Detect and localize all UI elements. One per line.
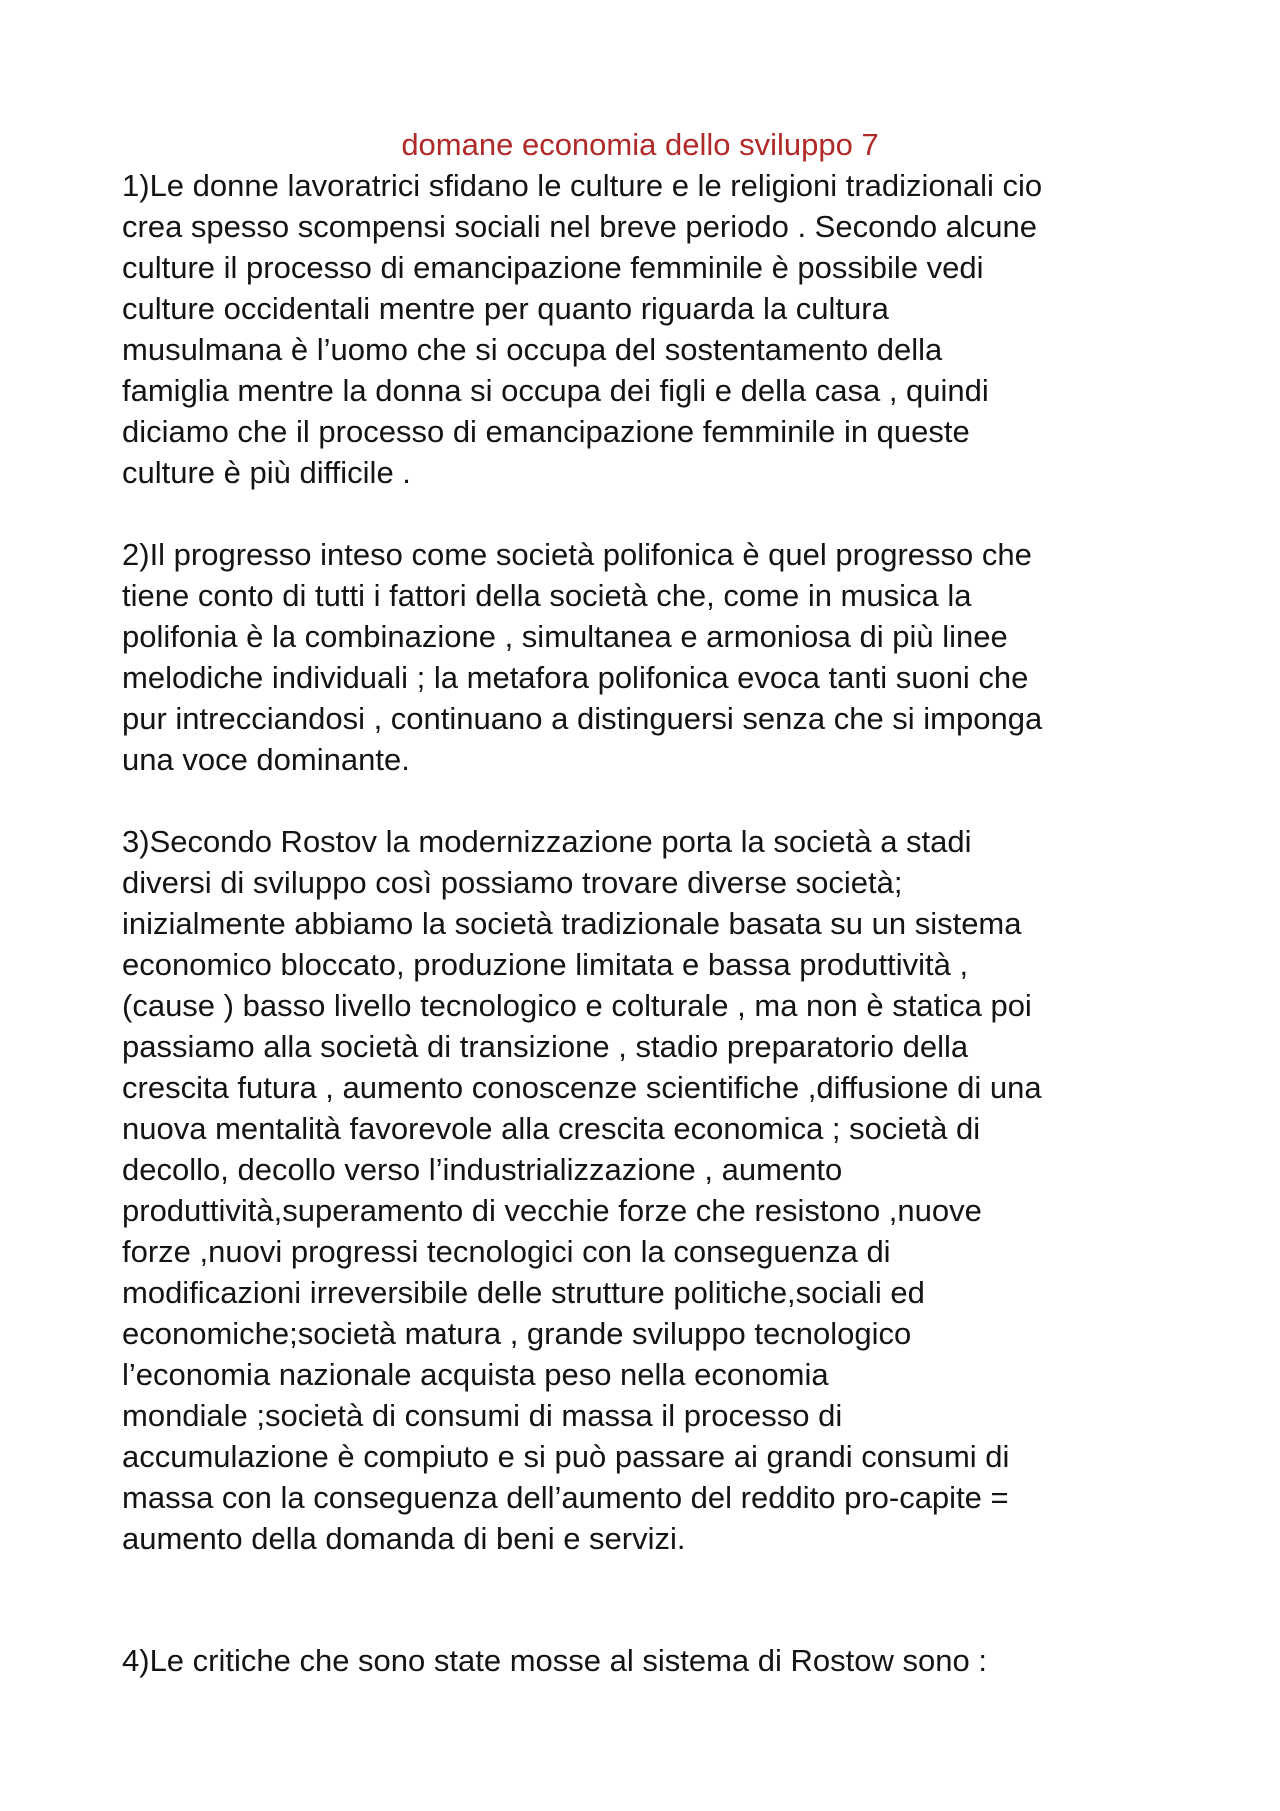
text-line: nuova mentalità favorevole alla crescita economica ; società di: [122, 1111, 981, 1146]
paragraph-4: [122, 1640, 1172, 1681]
text-line: una voce dominante.: [122, 742, 410, 777]
text-line: aumento della domanda di beni e servizi.: [122, 1521, 686, 1556]
text-line: 1)Le donne lavoratrici sfidano le culture e le religioni tradizionali cio: [122, 168, 1043, 203]
text-line: (cause ) basso livello tecnologico e colturale , ma non è statica poi: [122, 988, 1032, 1023]
text-line: accumulazione è compiuto e si può passare ai grandi consumi di: [122, 1439, 1010, 1474]
text-line: modificazioni irreversibile delle strutture politiche,sociali ed: [122, 1275, 925, 1310]
text-line: 2)Il progresso inteso come società polifonica è quel progresso che: [122, 537, 1032, 572]
text-line: passiamo alla società di transizione , stadio preparatorio della: [122, 1029, 969, 1064]
text-line: economiche;società matura , grande sviluppo tecnologico: [122, 1316, 912, 1351]
text-line: 3)Secondo Rostov la modernizzazione porta la società a stadi: [122, 824, 972, 859]
text-line: polifonia è la combinazione , simultanea e armoniosa di più linee: [122, 619, 1008, 654]
text-line: famiglia mentre la donna si occupa dei figli e della casa , quindi: [122, 373, 989, 408]
text-line: crea spesso scompensi sociali nel breve periodo . Secondo alcune: [122, 209, 1038, 244]
text-line: culture è più difficile .: [122, 455, 411, 490]
document-title: domane economia dello sviluppo 7: [401, 127, 879, 162]
text-line: culture occidentali mentre per quanto riguarda la cultura: [122, 291, 889, 326]
paragraph-3: [122, 821, 1172, 1559]
text-line: massa con la conseguenza dell’aumento del reddito pro-capite =: [122, 1480, 1009, 1515]
text-line: economico bloccato, produzione limitata e bassa produttività ,: [122, 947, 969, 982]
text-line: diversi di sviluppo così possiamo trovare diverse società;: [122, 865, 903, 900]
text-line: melodiche individuali ; la metafora polifonica evoca tanti suoni che: [122, 660, 1029, 695]
text-line: tiene conto di tutti i fattori della società che, come in musica la: [122, 578, 972, 613]
text-line: decollo, decollo verso l’industrializzazione , aumento: [122, 1152, 843, 1187]
text-line: mondiale ;società di consumi di massa il processo di: [122, 1398, 843, 1433]
paragraph-1: [122, 165, 1172, 493]
text-line: culture il processo di emancipazione femminile è possibile vedi: [122, 250, 984, 285]
text-line: crescita futura , aumento conoscenze scientifiche ,diffusione di una: [122, 1070, 1042, 1105]
text-line: l’economia nazionale acquista peso nella economia: [122, 1357, 829, 1392]
text-line: musulmana è l’uomo che si occupa del sostentamento della: [122, 332, 943, 367]
paragraph-2: [122, 534, 1172, 780]
text-line: inizialmente abbiamo la società tradizionale basata su un sistema: [122, 906, 1022, 941]
text-line: forze ,nuovi progressi tecnologici con la conseguenza di: [122, 1234, 891, 1269]
text-line: pur intrecciandosi , continuano a distinguersi senza che si imponga: [122, 701, 1043, 736]
text-line: diciamo che il processo di emancipazione femminile in queste: [122, 414, 970, 449]
text-line: produttività,superamento di vecchie forze che resistono ,nuove: [122, 1193, 982, 1228]
text-line: 4)Le critiche che sono state mosse al sistema di Rostow sono :: [122, 1643, 987, 1678]
